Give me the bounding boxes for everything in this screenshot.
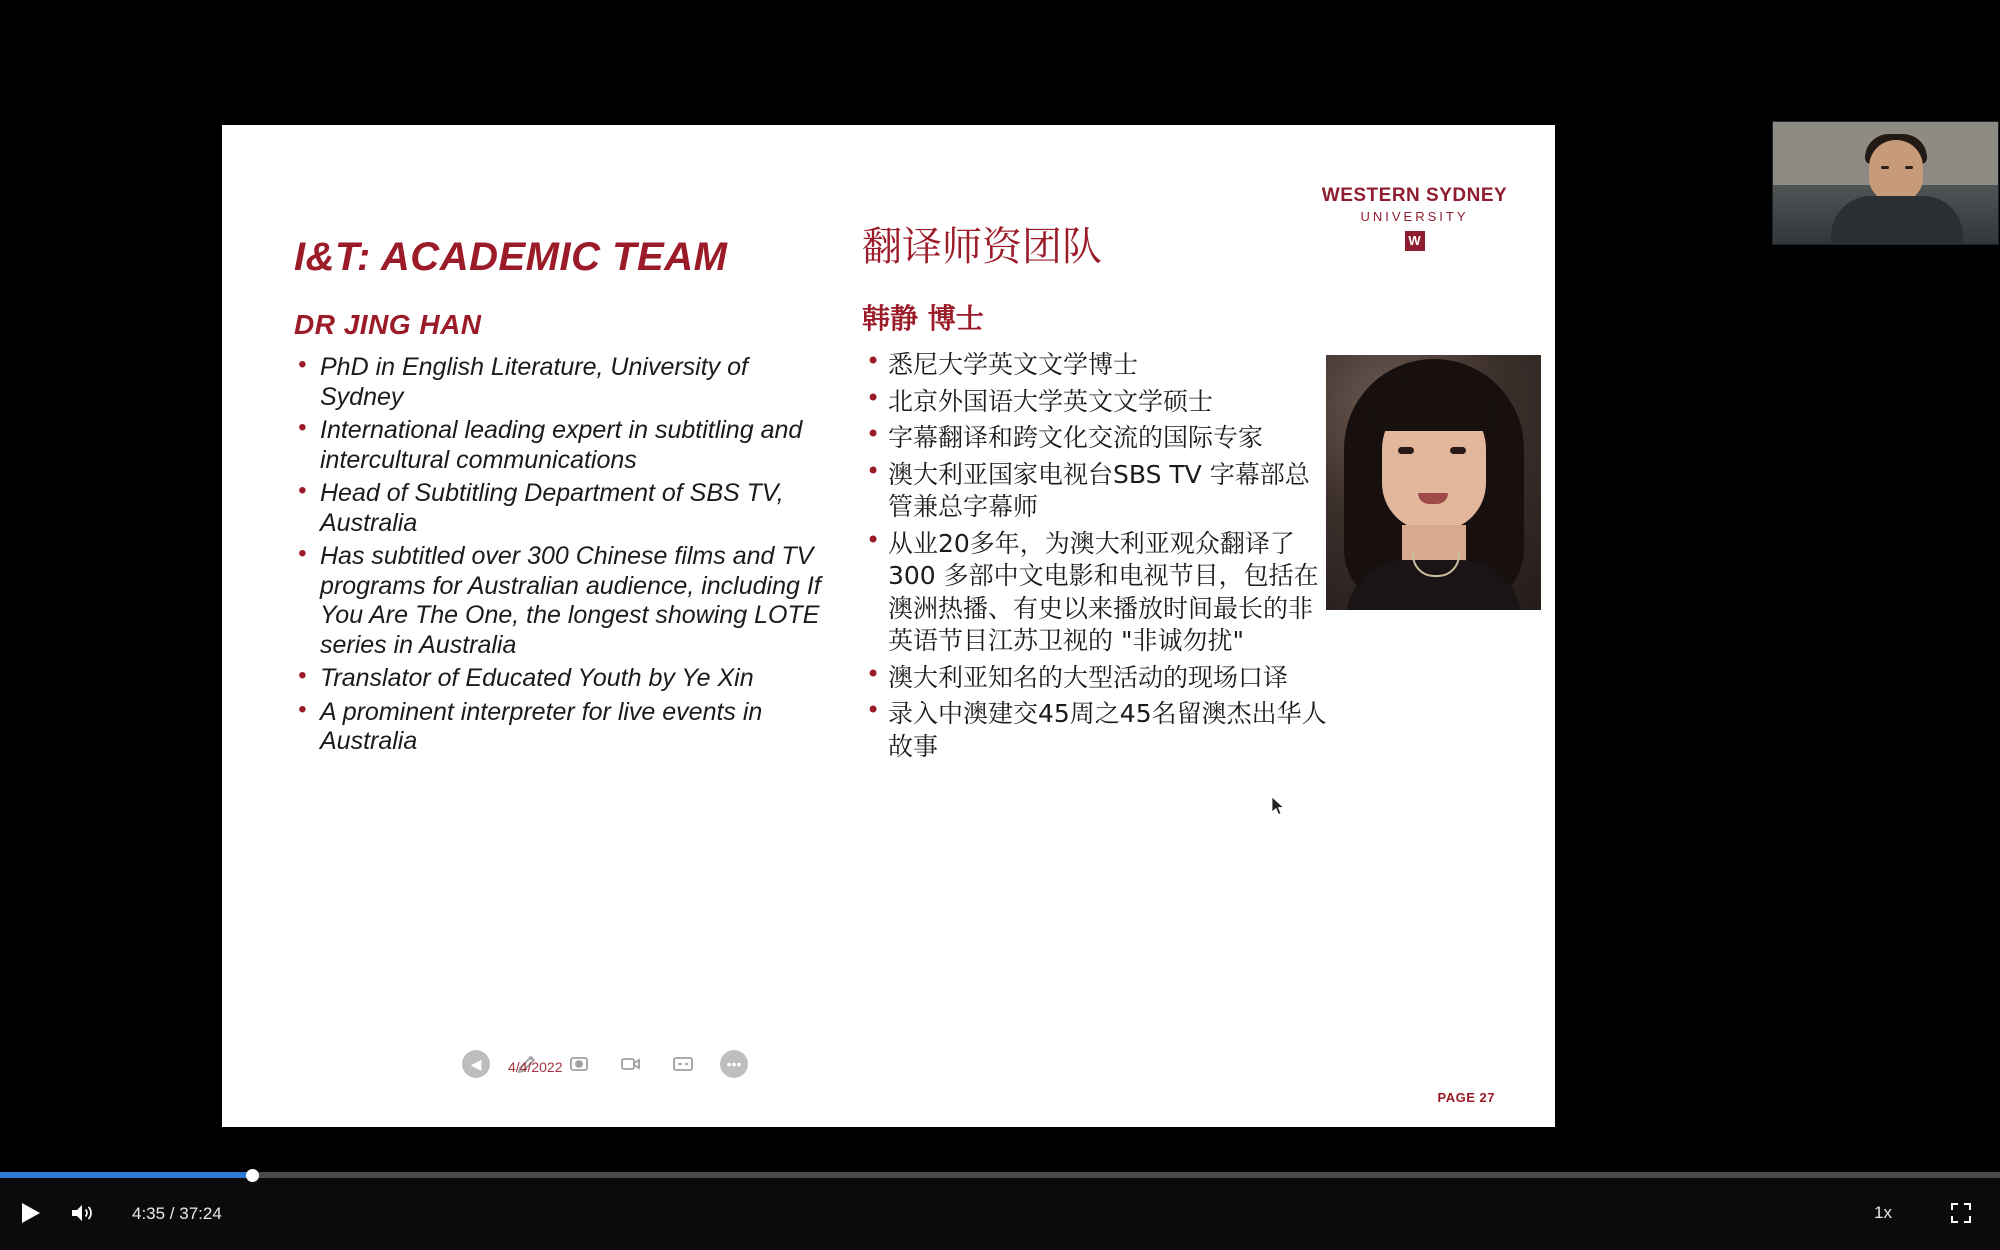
slide-title-chinese: 翻译师资团队 xyxy=(862,224,1102,270)
slide-subtitle-english: DR JING HAN xyxy=(294,309,482,340)
slide-column-chinese xyxy=(862,225,1332,767)
presenter-webcam[interactable] xyxy=(1772,121,1999,245)
list-item: • 字幕翻译和跨文化交流的国际专家 xyxy=(862,422,1332,455)
webcam-person-torso xyxy=(1831,196,1963,245)
webcam-person-eye-right xyxy=(1905,166,1913,169)
webcam-person-head xyxy=(1869,140,1923,202)
logo-w-mark: W xyxy=(1405,231,1425,251)
list-item: • 悉尼大学英文文学博士 xyxy=(862,349,1332,382)
time-display: 4:35 / 37:24 xyxy=(132,1204,222,1223)
list-item: • 澳大利亚国家电视台SBS TV 字幕部总管兼总字幕师 xyxy=(862,459,1332,524)
caption-icon[interactable] xyxy=(668,1049,698,1079)
portrait-photo-jing-han xyxy=(1326,355,1541,610)
video-player-controls xyxy=(0,1172,2000,1250)
slide-subtitle-chinese: 韩静 博士 xyxy=(862,302,984,335)
list-item: • PhD in English Literature, University of Sydney xyxy=(294,353,834,412)
webcam-person-eye-left xyxy=(1881,166,1889,169)
progress-bar-fill xyxy=(0,1172,252,1178)
logo-line-2: UNIVERSITY xyxy=(1360,209,1469,224)
laser-pointer-icon[interactable] xyxy=(564,1049,594,1079)
list-item: • Translator of Educated Youth by Ye Xin xyxy=(294,664,834,694)
playback-speed-label[interactable]: 1x xyxy=(1874,1203,1892,1222)
mouse-cursor xyxy=(1272,797,1286,817)
list-item: • A prominent interpreter for live events in Australia xyxy=(294,698,834,757)
list-item: • Head of Subtitling Department of SBS TV, Australia xyxy=(294,479,834,538)
slide-title-english: I&T: ACADEMIC TEAM xyxy=(294,235,728,279)
list-item: • International leading expert in subtitling and intercultural communications xyxy=(294,416,834,475)
western-sydney-university-logo xyxy=(1307,185,1522,251)
fullscreen-icon[interactable] xyxy=(1946,1198,1976,1228)
list-item: • 北京外国语大学英文文学硕士 xyxy=(862,386,1332,419)
logo-line-1: WESTERN SYDNEY xyxy=(1321,185,1508,206)
slide-column-english xyxy=(294,235,834,761)
back-arrow-icon[interactable]: ◀ xyxy=(462,1050,490,1078)
slide-page-number: PAGE 27 xyxy=(1437,1090,1495,1105)
camera-icon[interactable] xyxy=(616,1049,646,1079)
portrait-eye-left xyxy=(1398,447,1414,454)
progress-bar-track[interactable] xyxy=(0,1172,2000,1178)
slide-date-stamp: 4/4/2022 xyxy=(508,1059,563,1075)
list-item: • 从业20多年，为澳大利亚观众翻译了 300 多部中文电影和电视节目，包括在澳洲热播、有史以来播放时间最长的非英语节目江苏卫视的 "非诚勿扰" xyxy=(862,528,1332,658)
portrait-fringe xyxy=(1372,383,1496,431)
presentation-slide xyxy=(222,125,1555,1127)
list-item: • 澳大利亚知名的大型活动的现场口译 xyxy=(862,662,1332,695)
portrait-eye-right xyxy=(1450,447,1466,454)
play-icon[interactable] xyxy=(14,1196,48,1230)
slide-annotation-toolbar[interactable] xyxy=(462,1049,748,1079)
list-item: • 录入中澳建交45周之45名留澳杰出华人故事 xyxy=(862,698,1332,763)
bullet-list-english xyxy=(294,353,834,757)
list-item: • Has subtitled over 300 Chinese films and TV programs for Australian audience, including If You Are The One, the longest showing LOTE series in Australia xyxy=(294,542,834,660)
progress-bar-handle[interactable] xyxy=(246,1169,259,1182)
more-options-icon[interactable]: ••• xyxy=(720,1050,748,1078)
volume-icon[interactable] xyxy=(68,1198,98,1228)
bullet-list-chinese xyxy=(862,349,1332,763)
